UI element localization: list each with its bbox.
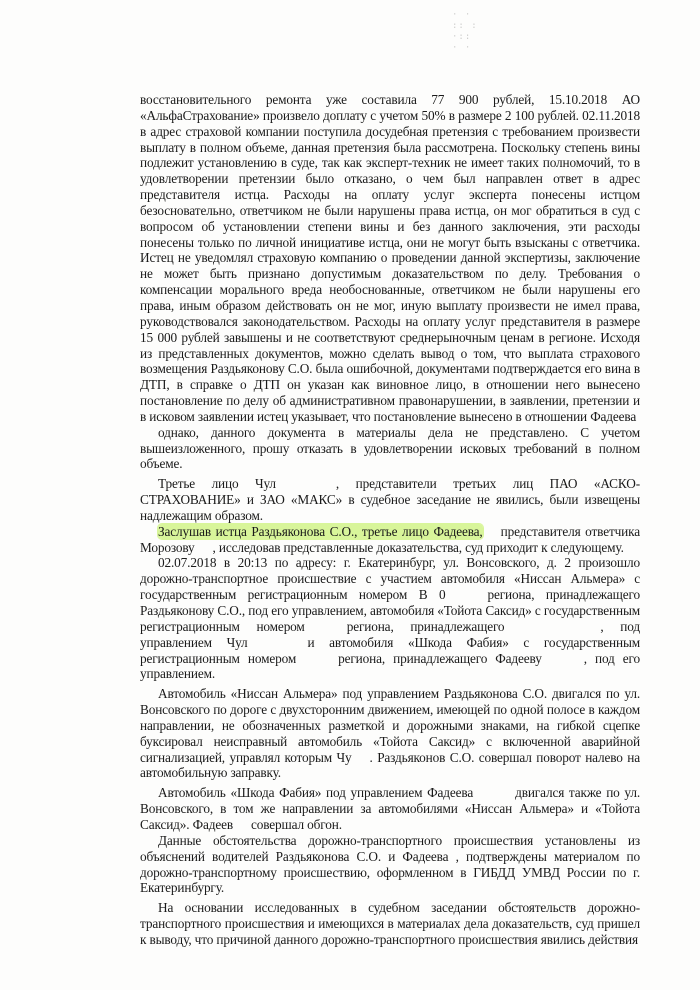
accident-text-6: региона, принадлежащего Фадееву [338, 650, 542, 666]
paragraph-hearing [140, 524, 640, 556]
nissan-text-2: . Раздьяконов С.О. совершал поворот налево на автомобильную заправку. [140, 749, 641, 781]
paragraph-circumstances: Данные обстоятельства дорожно-транспортного происшествия установлены из объяснений водителей Раздьяконова С.О. и Фадеева , подтверждены материалом по дорожно-транспортному происшествию, оформленном в ГИБДД УМВД России по г. Екатеринбургу. [140, 832, 640, 896]
paragraph-skoda [140, 785, 640, 833]
paragraph-insurer-conclusion: однако, данного документа в материалы дела не представлено. С учетом вышеизложенного, прошу отказать в удовлетворении исковых требований в полном объеме. [140, 424, 640, 472]
accident-text-7: , под его управлением. [140, 650, 640, 682]
paragraph-accident [140, 555, 640, 682]
highlighted-text: Заслушав истца Раздьяконова С.О., третье лицо Фадеева, [158, 523, 483, 539]
nissan-text-1: Автомобиль «Ниссан Альмера» под управлением Раздьяконова С.О. двигался по ул. Вонсовского по дороге с двухсторонним движением, имеющей по одной полосе в каждом направлении, не обозначенных разметкой и дорожными знаками, на гибкой сцепке буксировал неисправный автомобиль «Тойота Саксид» с включенной аварийной сигнализацией, управлял которым Чу [140, 686, 640, 765]
accident-text-5: и автомобиля «Шкода Фабия» с государственным регистрационным номером [140, 634, 640, 666]
accident-text-1: 02.07.2018 в 20:13 по адресу: г. Екатеринбург, ул. Вонсовского, д. 2 произошло дорожно-транспортное происшествие с участием автомобиля «Ниссан Альмера» с государственным регистрационным номером В 0 [140, 555, 640, 603]
document-body [140, 92, 640, 948]
skoda-text-1: Автомобиль «Шкода Фабия» под управлением Фадеева [158, 785, 474, 801]
paragraph-insurer-position: восстановительного ремонта уже составила 77 900 рублей, 15.10.2018 АО «АльфаСтрахование» произвело доплату с учетом 50% в размере 2 100 рублей. 02.11.2018 в адрес страховой компании поступила досудебная претензия с требованием произвести выплату в полном объеме, данная претензия была рассмотрена. Поскольку степень вины подлежит установлению в суде, так как эксперт-техник не имеет таких полномочий, то в удовлетворении претензии было отказано, о чем был направлен ответ в адрес представителя истца. Расходы на оплату услуг эксперта понесены истцом безосновательно, ответчиком не были нарушены права истца, он мог обратиться в суд с вопросом об установлении степени вины и без данного заключения, эти расходы понесены только по личной инициативе истца, они не могут быть взысканы с ответчика. Истец не уведомлял страховую компанию о проведении данной экспертизы, заключение не может быть признано допустимым доказательством по делу. Требования о компенсации морального вреда необоснованные, ответчиком не были нарушены его права, иным образом действовать он не мог, иную выплату произвести не имел права, руководствовался законодательством. Расходы на оплату услуг представителя в размере 15 000 рублей завышены и не соответствуют среднерыночным ценам в регионе. Исходя из представленных документов, можно сделать вывод о том, что выплата страхового возмещения Раздьяконову С.О. была ошибочной, документами подтверждается его вина в ДТП, в справке о ДТП он указан как виновное лицо, в отношении него вынесено постановление по делу об административном правонарушении, в заявлении, претензии и в исковом заявлении истец указывает, что постановление вынесено в отношении Фадеева [140, 92, 640, 424]
scan-artifact-mark: · · :: : ·:: · · [452, 10, 478, 53]
accident-text-4: , под управлением Чул [140, 618, 640, 650]
skoda-text-3: совершал обгон. [250, 816, 342, 832]
third-party-text-2: , представители третьих лиц ПАО «АСКО-СТРАХОВАНИЕ» и ЗАО «МАКС» в судебное заседание не явились, были извещены надлежащим образом. [140, 476, 640, 523]
paragraph-nissan [140, 686, 640, 781]
hearing-text-2: представителя ответчика Морозову [140, 523, 640, 555]
third-party-text-1: Третье лицо Чул [158, 476, 276, 492]
accident-text-3: региона, принадлежащего [346, 618, 505, 634]
paragraph-conclusion: На основании исследованных в судебном заседании обстоятельств дорожно-транспортного происшествия и имеющихся в материалах дела доказательств, суд пришел к выводу, что причиной данного дорожно-транспортного происшествия явились действия [140, 900, 640, 947]
hearing-text-3: , исследовав представленные доказательства, суд приходит к следующему. [212, 539, 624, 555]
skoda-text-2: двигался также по ул. Вонсовского, в том же направлении за автомобилями «Ниссан Альмера» и «Тойота Саксид». Фадеев [140, 785, 640, 832]
paragraph-third-parties [140, 476, 640, 524]
accident-text-2: региона, принадлежащего Раздьяконову С.О., под его управлением, автомобиля «Тойота Саксид» с государственным регистрационным номером [140, 587, 640, 634]
